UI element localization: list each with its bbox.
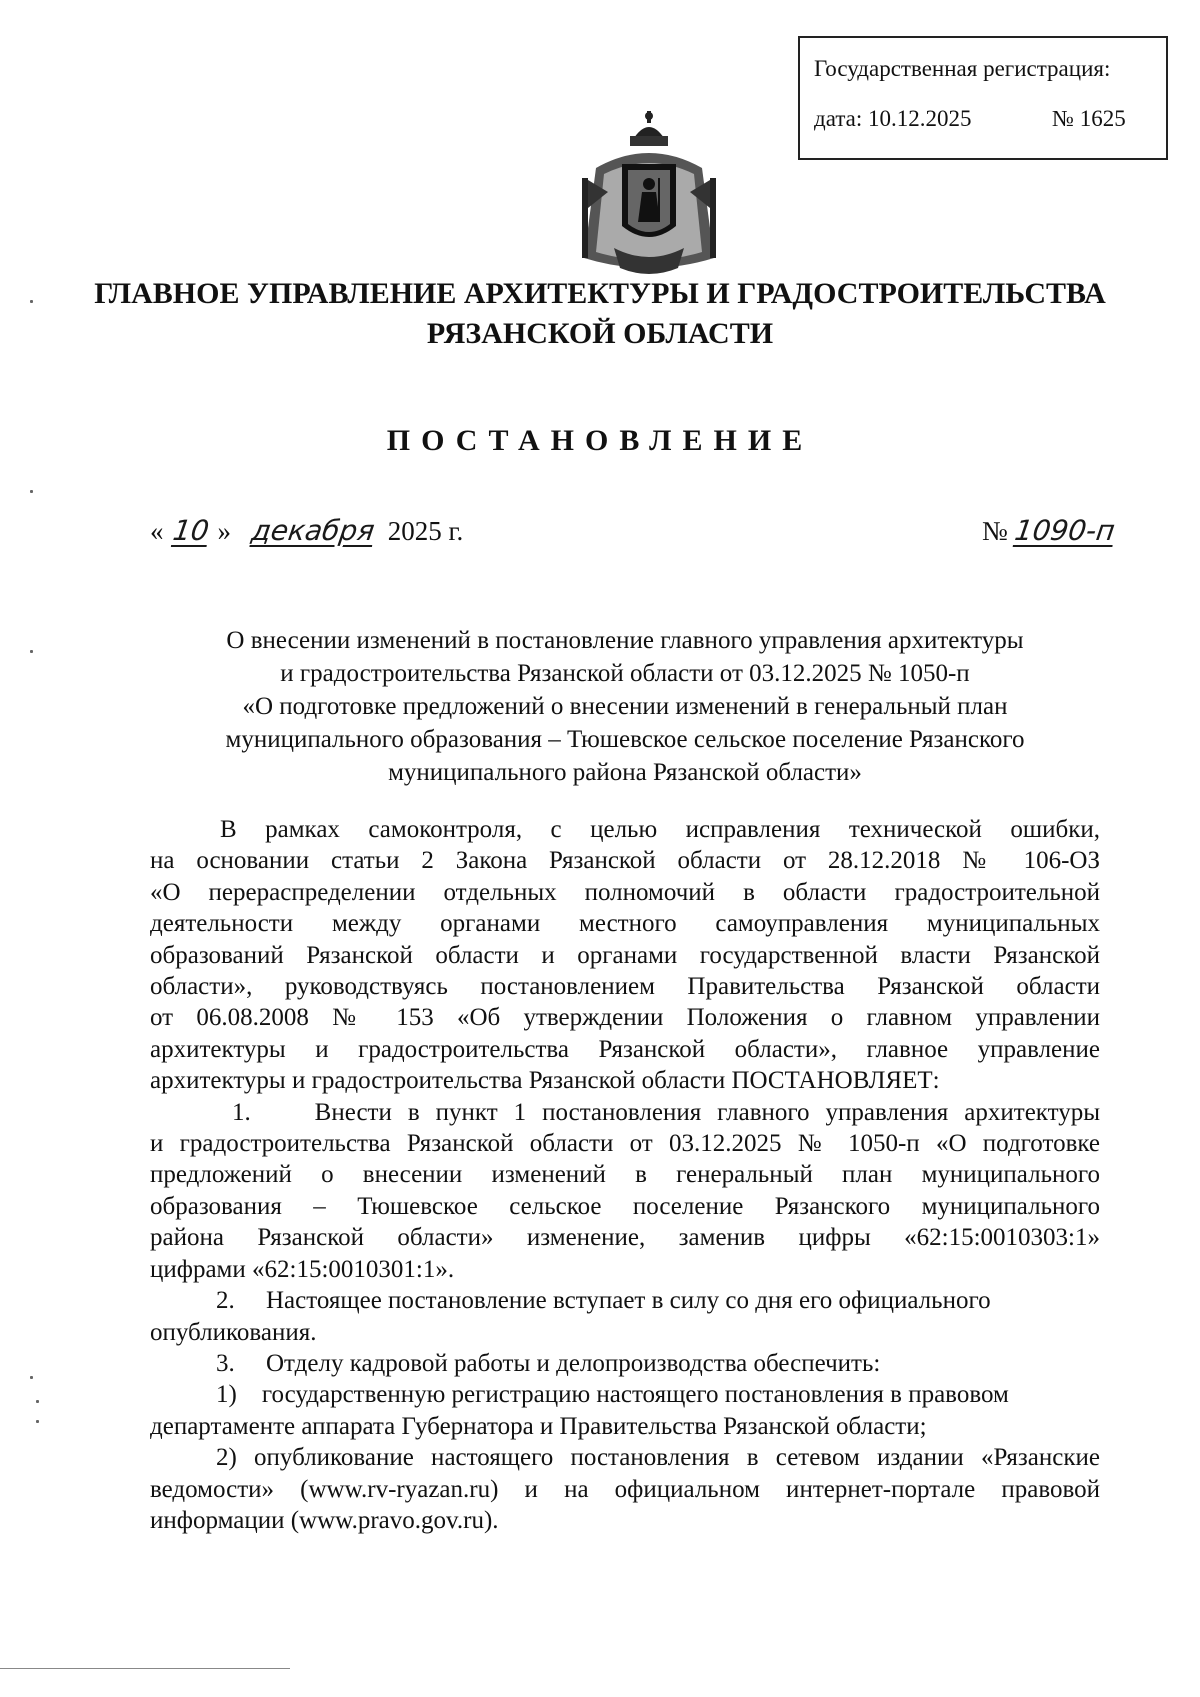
date-day-handwritten: 10 <box>170 514 211 547</box>
item-3-2-line: 2) опубликование настоящего постановления в сетевом издании «Рязанские <box>216 1444 1100 1472</box>
item-2-line: опубликования. <box>150 1318 317 1346</box>
document-subject <box>150 624 1100 789</box>
subject-line: муниципального образования – Тюшевское сельское поселение Рязанского <box>225 726 1025 753</box>
item-1-line: цифрами «62:15:0010301:1». <box>150 1255 455 1283</box>
coat-of-arms-icon <box>574 108 724 280</box>
preamble-line: от 06.08.2008 № 153 «Об утверждении Положения о главном управлении <box>150 1004 1100 1032</box>
document-body <box>150 814 1100 1536</box>
scan-mark <box>30 490 33 493</box>
item-1-line: образования – Тюшевское сельское поселение Рязанского муниципального <box>150 1192 1100 1220</box>
item-1-line: и градостроительства Рязанской области от 03.12.2025 № 1050-п «О подготовке <box>150 1130 1100 1158</box>
organization-title-line-1: ГЛАВНОЕ УПРАВЛЕНИЕ АРХИТЕКТУРЫ И ГРАДОСТРОИТЕЛЬСТВА <box>94 277 1106 310</box>
organization-title-line-2: РЯЗАНСКОЙ ОБЛАСТИ <box>426 317 774 350</box>
preamble-line: В рамках самоконтроля, с целью исправления технической ошибки, <box>220 816 1100 843</box>
subject-line: и градостроительства Рязанской области от 03.12.2025 № 1050-п <box>280 660 970 687</box>
item-3-2-line: ведомости» (www.rv-ryazan.ru) и на официальном интернет-портале правовой <box>150 1475 1100 1503</box>
divider <box>0 1668 290 1669</box>
date-open-quote: « <box>150 516 164 546</box>
document-date <box>150 514 463 547</box>
document-number <box>982 514 1139 547</box>
subject-line: «О подготовке предложений о внесении изменений в генеральный план <box>242 693 1008 720</box>
preamble-line: архитектуры и градостроительства Рязанской области», главное управление <box>150 1035 1100 1063</box>
scan-mark <box>30 1376 33 1379</box>
document-type-heading: ПОСТАНОВЛЕНИЕ <box>386 424 814 457</box>
scan-mark <box>30 300 33 303</box>
date-month-handwritten: декабря <box>249 514 377 547</box>
registration-title: Государственная регистрация: <box>814 56 1111 81</box>
registration-date: дата: 10.12.2025 <box>814 106 972 131</box>
preamble-line: архитектуры и градостроительства Рязанской области ПОСТАНОВЛЯЕТ: <box>150 1067 940 1095</box>
item-3-line: 3. Отделу кадровой работы и делопроизводства обеспечить: <box>216 1349 881 1377</box>
number-prefix: № <box>982 516 1008 546</box>
item-2-line: 2. Настоящее постановление вступает в силу со дня его официального <box>216 1287 991 1315</box>
item-3-2-line: информации (www.pravo.gov.ru). <box>150 1506 499 1534</box>
preamble-line: образований Рязанской области и органами государственной власти Рязанской <box>150 941 1100 969</box>
registration-number: № 1625 <box>1052 106 1126 131</box>
number-handwritten: 1090-п <box>1012 514 1117 547</box>
preamble-line: «О перераспределении отдельных полномочий в области градостроительной <box>150 878 1100 906</box>
date-year: 2025 г. <box>387 516 464 546</box>
organization-title <box>0 274 1200 354</box>
subject-line: О внесении изменений в постановление главного управления архитектуры <box>226 627 1024 654</box>
item-3-1-line: 1) государственную регистрацию настоящего постановления в правовом <box>216 1381 1009 1409</box>
scan-mark <box>36 1400 39 1403</box>
scan-mark <box>30 650 33 653</box>
item-1-line: 1. Внести в пункт 1 постановления главного управления архитектуры <box>232 1098 1100 1126</box>
preamble-line: области», руководствуясь постановлением Правительства Рязанской области <box>150 973 1100 1001</box>
item-1-line: района Рязанской области» изменение, заменив цифры «62:15:0010303:1» <box>150 1224 1100 1252</box>
preamble-line: деятельности между органами местного самоуправления муниципальных <box>150 910 1100 938</box>
scan-mark <box>36 1420 39 1423</box>
item-3-1-line: департаменте аппарата Губернатора и Правительства Рязанской области; <box>150 1412 927 1440</box>
registration-stamp <box>798 36 1168 160</box>
subject-line: муниципального района Рязанской области» <box>388 759 862 786</box>
item-1-line: предложений о внесении изменений в генеральный план муниципального <box>150 1161 1100 1189</box>
date-close-quote: » <box>217 516 231 546</box>
preamble-line: на основании статьи 2 Закона Рязанской области от 28.12.2018 № 106-ОЗ <box>150 847 1100 875</box>
